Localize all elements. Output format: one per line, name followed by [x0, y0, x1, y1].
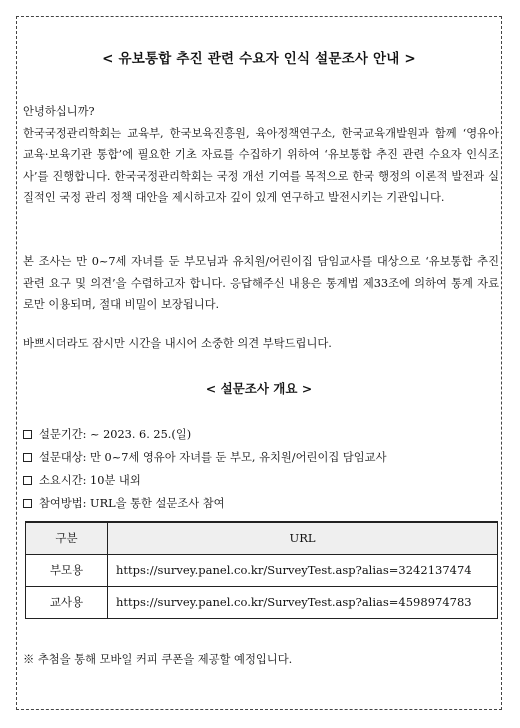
checkbox-icon — [23, 430, 32, 439]
footnote-text: ※ 추첨을 통해 모바일 커피 쿠폰을 제공할 예정입니다. — [23, 653, 293, 666]
overview-item-label: 소요시간: 10분 내외 — [39, 474, 141, 487]
overview-list — [23, 423, 499, 515]
page-title: < 유보통합 추진 관련 수요자 인식 설문조사 안내 > — [102, 51, 416, 67]
overview-item-label: 설문기간: ~ 2023. 6. 25.(일) — [39, 428, 192, 441]
parent-survey-link[interactable]: https://survey.panel.co.kr/SurveyTest.asp?alias=3242137474 — [108, 554, 498, 586]
row-type-parent: 부모용 — [26, 554, 108, 586]
checkbox-icon — [23, 453, 32, 462]
intro-paragraph-3: 바쁘시더라도 잠시만 시간을 내시어 소중한 의견 부탁드립니다. — [23, 337, 332, 350]
row-type-teacher: 교사용 — [26, 586, 108, 618]
overview-item-label: 참여방법: URL을 통한 설문조사 참여 — [39, 497, 225, 510]
overview-item-period — [23, 423, 499, 446]
intro-section — [23, 101, 499, 209]
checkbox-icon — [23, 476, 32, 485]
notice-document — [16, 16, 502, 710]
column-header-type: 구분 — [26, 522, 108, 554]
intro-paragraph-3-block — [23, 333, 499, 355]
table-row — [26, 554, 498, 586]
table-row — [26, 586, 498, 618]
teacher-survey-link[interactable]: https://survey.panel.co.kr/SurveyTest.asp?alias=4598974783 — [108, 586, 498, 618]
overview-title: < 설문조사 개요 > — [205, 381, 313, 396]
column-header-url: URL — [108, 522, 498, 554]
intro-paragraph-1: 한국국정관리학회는 교육부, 한국보육진흥원, 육아정책연구소, 한국교육개발원과 함께 ‘영유아 교육·보육기관 통합’에 필요한 기초 자료를 수집하기 위하여 ‘유보통합 추진 관련 수요자 인식조사’를 진행합니다. 한국국정관리학회는 국정 개선 기여를 목적으로 한국 행정의 이론적 발전과 실질적인 국정 관리 정책 대안을 제시하고자 깊이 있게 연구하고 발전시키는 기관입니다. — [23, 126, 499, 204]
checkbox-icon — [23, 499, 32, 508]
survey-url-table — [25, 521, 498, 619]
table-header-row — [26, 522, 498, 554]
overview-item-duration — [23, 469, 499, 492]
intro-paragraph-2-block — [23, 251, 499, 316]
intro-paragraph-2: 본 조사는 만 0~7세 자녀를 둔 부모님과 유치원/어린이집 담임교사를 대상으로 ‘유보통합 추진 관련 요구 및 의견’을 수렴하고자 합니다. 응답해주신 내용은 통계법 제33조에 의하여 통계 자료로만 이용되며, 절대 비밀이 보장됩니다. — [23, 255, 499, 311]
greeting-text: 안녕하십니까? — [23, 105, 95, 118]
overview-item-label: 설문대상: 만 0~7세 영유아 자녀를 둔 부모, 유치원/어린이집 담임교사 — [39, 451, 387, 464]
overview-item-method — [23, 492, 499, 515]
overview-item-target — [23, 446, 499, 469]
